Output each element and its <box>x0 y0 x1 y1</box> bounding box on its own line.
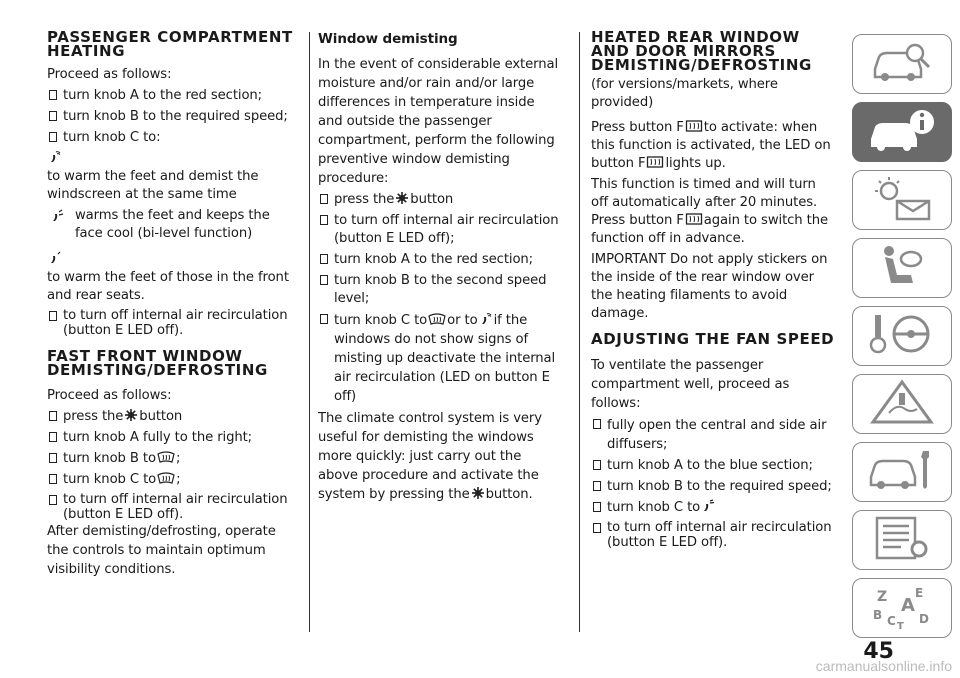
rear-defrost-icon <box>646 155 664 169</box>
svg-text:D: D <box>919 612 929 626</box>
text: (for versions/markets, where provided) <box>591 77 778 110</box>
column-heating <box>47 30 297 582</box>
text: turn knob C to <box>334 313 428 328</box>
tab-car-info[interactable] <box>852 102 952 162</box>
climate-button-icon <box>471 486 485 500</box>
text: Proceed as follows: <box>47 388 172 403</box>
text: fully open the central and side air diffusers; <box>607 418 827 452</box>
text: to turn off internal air recirculation (button E LED off); <box>334 213 559 246</box>
text: lights up. <box>665 156 726 171</box>
list-item <box>318 311 563 406</box>
text: turn knob C to <box>607 500 701 515</box>
text: to warm the feet of those in the front and rear seats. <box>47 270 289 303</box>
text: Proceed as follows: <box>47 67 172 82</box>
text: button. <box>485 487 533 502</box>
svg-text:T: T <box>897 621 904 629</box>
tab-warning-triangle[interactable] <box>852 374 952 434</box>
list-item <box>591 499 836 517</box>
tab-car-wrench[interactable] <box>852 442 952 502</box>
text: This function is timed and will turn off automatically after 20 minutes. Press button F <box>591 177 818 228</box>
air-bilevel-icon <box>50 209 64 223</box>
list-item <box>47 108 297 126</box>
tab-airbag-seat[interactable] <box>852 238 952 298</box>
text: to turn off internal air recirculation (button E LED off). <box>63 492 288 522</box>
list-item <box>591 520 836 550</box>
car-info-icon <box>867 107 937 157</box>
list-item <box>47 408 297 426</box>
column-separator <box>309 32 310 632</box>
list-item <box>47 207 297 243</box>
list-item <box>591 478 836 496</box>
defrost-windscreen-icon <box>157 450 175 464</box>
text <box>591 119 836 173</box>
text: ; <box>176 472 181 487</box>
car-search-icon <box>867 39 937 89</box>
page-number: 45 <box>863 639 894 664</box>
text: if the windows do not show signs of misting up deactivate the internal air recirculation (LED on button E off) <box>334 313 556 404</box>
text: IMPORTANT Do not apply stickers on the inside of the rear window over the heating filaments to avoid damage. <box>591 252 828 321</box>
defrost-windscreen-icon <box>157 471 175 485</box>
air-feet-windscreen-icon <box>479 312 493 326</box>
text <box>591 176 836 248</box>
list-item <box>47 251 297 305</box>
text: turn knob B to the required speed; <box>607 479 832 494</box>
column-separator <box>579 32 580 632</box>
text: button <box>139 409 183 424</box>
text: turn knob A to the blue section; <box>607 458 813 473</box>
air-feet-windscreen-icon <box>48 150 62 164</box>
text: turn knob A fully to the right; <box>63 430 253 445</box>
text: turn knob B to the required speed; <box>63 109 288 124</box>
text: button <box>410 192 454 207</box>
defrost-windscreen-icon <box>428 312 446 326</box>
list-item <box>47 471 297 489</box>
text: turn knob C to <box>63 472 157 487</box>
list-item <box>47 450 297 468</box>
text: again to switch the function off in advance. <box>591 213 828 246</box>
heading-heating: PASSENGER COMPARTMENT HEATING <box>47 28 293 60</box>
text: to turn off internal air recirculation (button E LED off). <box>607 520 832 550</box>
tab-service-list[interactable] <box>852 510 952 570</box>
list-item <box>318 191 563 209</box>
text: to turn off internal air recirculation (button E LED off). <box>63 308 288 338</box>
text: turn knob A to the red section; <box>63 88 263 103</box>
svg-text:E: E <box>915 586 924 600</box>
heading-rear-window: HEATED REAR WINDOW AND DOOR MIRRORS DEMISTING/DEFROSTING <box>591 28 812 74</box>
text: or to <box>447 313 478 328</box>
text <box>318 409 563 504</box>
svg-text:Z: Z <box>877 589 888 605</box>
key-steering-icon <box>867 311 937 361</box>
climate-button-icon <box>124 408 138 422</box>
list-item <box>318 212 563 248</box>
text: turn knob C to: <box>63 130 161 145</box>
warning-triangle-icon <box>867 379 937 429</box>
text: After demisting/defrosting, operate the controls to maintain optimum visibility conditions. <box>47 524 276 577</box>
column-rear-window <box>591 30 836 553</box>
text: To ventilate the passenger compartment well, proceed as follows: <box>591 358 790 411</box>
list-item <box>47 129 297 147</box>
list-item <box>591 416 836 454</box>
text: turn knob B to <box>63 451 156 466</box>
air-face-icon <box>701 499 715 513</box>
svg-text:A: A <box>901 595 915 616</box>
tab-car-search[interactable] <box>852 34 952 94</box>
list-item <box>47 87 297 105</box>
text: press the <box>63 409 124 424</box>
text: to activate: when this function is activated, the LED on button F <box>591 120 831 171</box>
text: In the event of considerable external moisture and/or rain and/or large differences in temperature inside and outside the passenger compartment, perform the following preventive window demisting procedure: <box>318 57 559 186</box>
text: to warm the feet and demist the windscreen at the same time <box>47 169 259 202</box>
airbag-seat-icon <box>867 243 937 293</box>
heading-fast-defrost: FAST FRONT WINDOW DEMISTING/DEFROSTING <box>47 347 268 379</box>
svg-text:B: B <box>873 608 883 622</box>
list-item <box>591 457 836 475</box>
heading-window-demisting: Window demisting <box>318 31 458 47</box>
watermark: carmanualsonline.info <box>815 658 952 674</box>
svg-text:C: C <box>887 614 896 628</box>
text: warms the feet and keeps the face cool (bi-level function) <box>75 208 270 241</box>
tab-lights-warning[interactable] <box>852 170 952 230</box>
text: turn knob B to the second speed level; <box>334 273 547 306</box>
list-item <box>318 251 563 269</box>
tab-key-steering[interactable] <box>852 306 952 366</box>
list-item <box>47 308 297 338</box>
car-wrench-icon <box>867 447 937 497</box>
lights-warning-icon <box>867 175 937 225</box>
list-item <box>47 150 297 204</box>
service-list-icon <box>867 515 937 565</box>
rear-defrost-icon <box>685 119 703 133</box>
text: turn knob A to the red section; <box>334 252 534 267</box>
text: The climate control system is very useful for demisting the windows more quickly: just carry out the above procedure and activate the system by pressing the <box>318 411 542 502</box>
list-item <box>318 272 563 308</box>
list-item <box>47 492 297 522</box>
column-demisting <box>318 30 563 507</box>
chapter-sidebar <box>852 34 954 646</box>
heading-fan-speed: ADJUSTING THE FAN SPEED <box>591 330 835 348</box>
air-feet-icon <box>48 251 62 265</box>
text: Press button F <box>591 120 684 135</box>
text: press the <box>334 192 395 207</box>
list-item <box>47 429 297 447</box>
alphabet-index-icon <box>867 583 937 633</box>
rear-defrost-icon <box>685 212 703 226</box>
tab-alphabet-index[interactable] <box>852 578 952 638</box>
text: ; <box>175 451 181 466</box>
climate-button-icon <box>395 191 409 205</box>
